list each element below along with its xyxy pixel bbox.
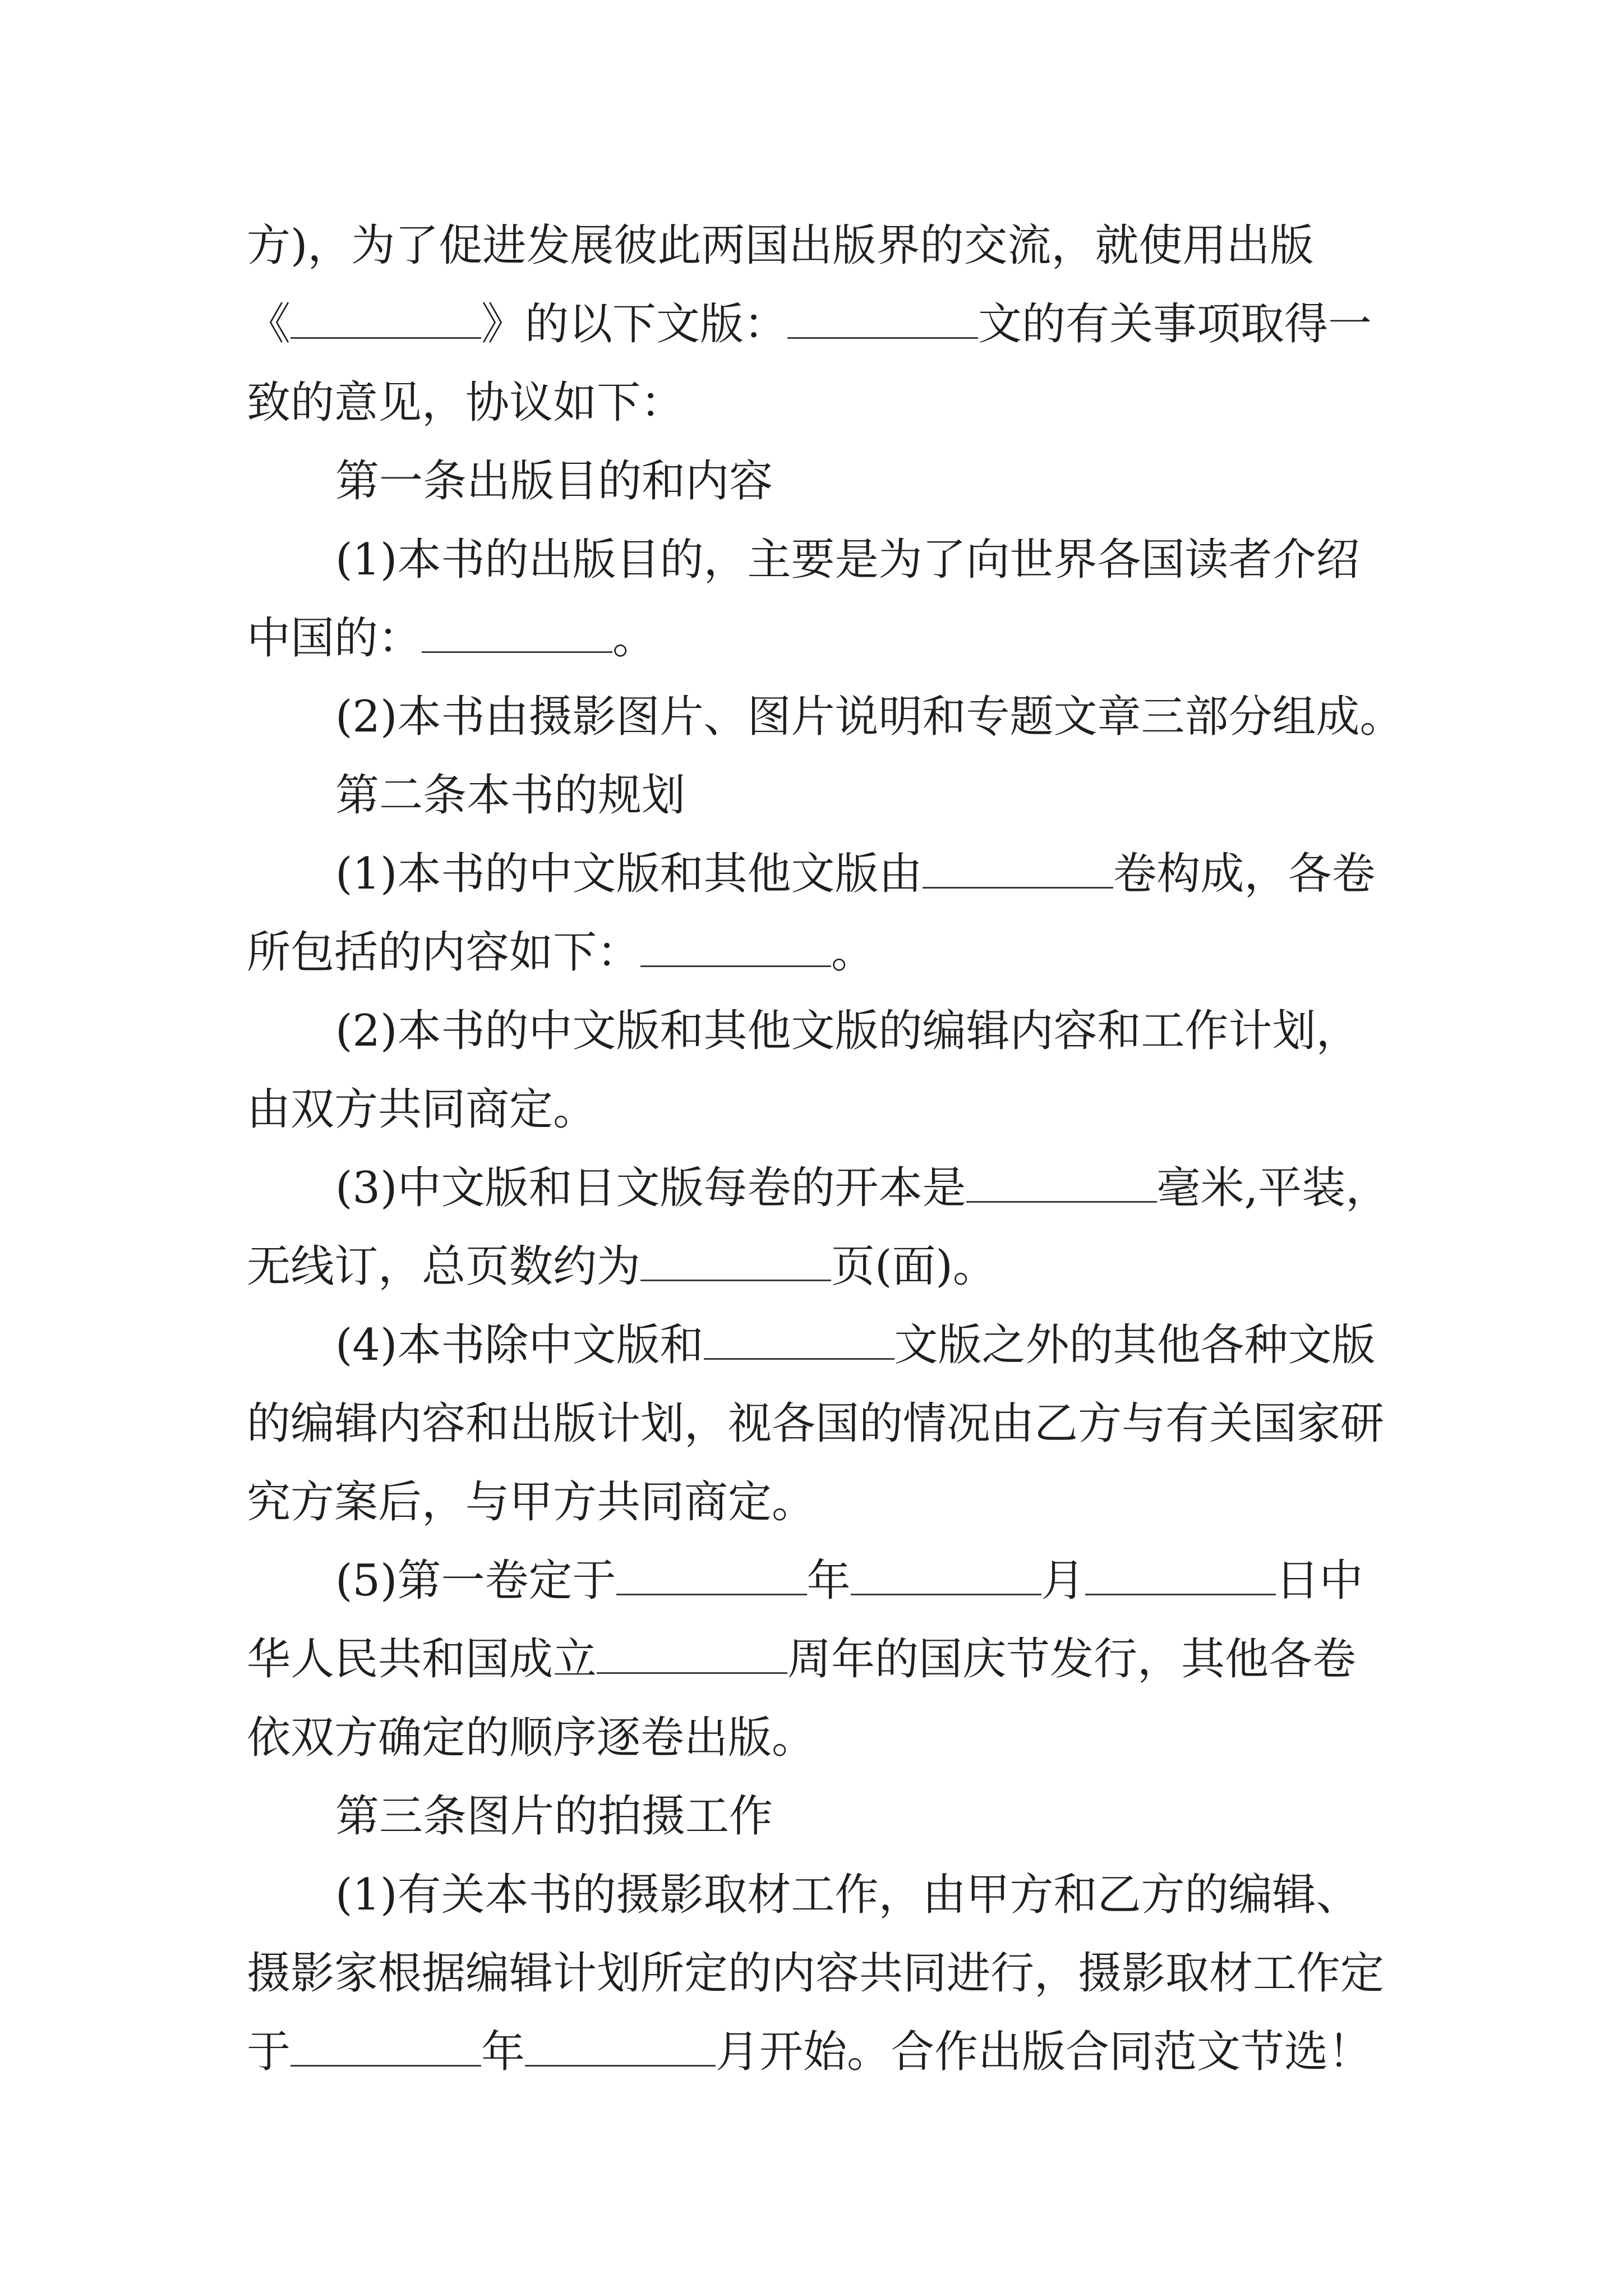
text-line (247, 364, 1374, 442)
text-segment: 年 (481, 2027, 525, 2077)
text-segment: 于 (247, 2027, 291, 2077)
text-segment: (2)本书由摄影图片、图片说明和专题文章三部分组成。 (335, 692, 1404, 742)
text-line (247, 756, 1374, 835)
text-segment: 所包括的内容如下： (247, 927, 641, 978)
text-line (247, 1856, 1374, 1934)
text-line (247, 1777, 1374, 1856)
text-line (247, 1306, 1374, 1384)
text-line (247, 599, 1374, 678)
text-line (247, 521, 1374, 599)
text-segment: 》的以下文版： (481, 299, 788, 349)
text-segment: 第一条出版目的和内容 (335, 456, 773, 507)
fill-in-blank[interactable] (597, 1633, 787, 1674)
text-line (247, 285, 1374, 364)
fill-in-blank[interactable] (616, 1554, 807, 1595)
text-segment: 第三条图片的拍摄工作 (335, 1791, 773, 1842)
text-segment: 年 (806, 1556, 851, 1606)
text-segment: 无线订，总页数约为 (247, 1241, 641, 1292)
text-segment: (1)有关本书的摄影取材工作，由甲方和乙方的编辑、 (335, 1870, 1360, 1920)
text-line (247, 992, 1374, 1070)
text-segment: 月开始。合作出版合同范文节选！ (716, 2027, 1372, 2077)
text-segment: 由双方共同商定。 (247, 1084, 597, 1135)
text-line (247, 206, 1374, 285)
text-line (247, 2013, 1374, 2091)
fill-in-blank[interactable] (704, 1319, 895, 1360)
text-line (247, 1070, 1374, 1149)
text-segment: 周年的国庆节发行，其他各卷 (787, 1634, 1357, 1685)
fill-in-blank[interactable] (640, 1240, 831, 1281)
text-line (247, 678, 1404, 756)
text-segment: 。 (831, 927, 875, 978)
text-segment: (5)第一卷定于 (335, 1556, 616, 1606)
fill-in-blank[interactable] (422, 612, 612, 653)
fill-in-blank[interactable] (1085, 1554, 1276, 1595)
text-segment: 。 (612, 613, 657, 664)
text-segment: 究方案后，与甲方共同商定。 (247, 1477, 816, 1527)
fill-in-blank[interactable] (291, 298, 481, 339)
text-segment: 中国的： (247, 613, 422, 664)
text-segment: 华人民共和国成立 (247, 1634, 597, 1685)
text-segment: 日中 (1275, 1556, 1363, 1606)
text-segment: (2)本书的中文版和其他文版的编辑内容和工作计划， (335, 1006, 1360, 1056)
text-line (247, 442, 1374, 521)
text-segment: 月 (1041, 1556, 1085, 1606)
fill-in-blank[interactable] (923, 848, 1113, 889)
text-line (247, 1620, 1374, 1699)
text-segment: 第二条本书的规划 (335, 770, 686, 821)
text-segment: (1)本书的出版目的，主要是为了向世界各国读者介绍 (335, 535, 1360, 585)
text-line (247, 1149, 1390, 1227)
fill-in-blank[interactable] (787, 298, 978, 339)
text-segment: 毫米,平装， (1156, 1163, 1390, 1213)
text-segment: (3)中文版和日文版每卷的开本是 (335, 1163, 966, 1213)
text-line (247, 1699, 1374, 1777)
text-line (247, 1384, 1385, 1463)
text-line (247, 1227, 1374, 1306)
fill-in-blank[interactable] (291, 2026, 481, 2067)
text-segment: 的编辑内容和出版计划，视各国的情况由乙方与有关国家研 (247, 1398, 1385, 1449)
fill-in-blank[interactable] (525, 2026, 716, 2067)
fill-in-blank[interactable] (966, 1162, 1157, 1203)
text-segment: 方)，为了促进发展彼此两国出版界的交流，就使用出版 (247, 220, 1314, 271)
text-line (247, 1463, 1374, 1542)
text-segment: 卷构成，各卷 (1113, 849, 1376, 899)
text-segment: 摄影家根据编辑计划所定的内容共同进行，摄影取材工作定 (247, 1948, 1385, 1999)
text-segment: (4)本书除中文版和 (335, 1320, 704, 1370)
text-line (247, 1542, 1374, 1620)
text-line (247, 913, 1374, 992)
fill-in-blank[interactable] (640, 926, 831, 967)
text-segment: (1)本书的中文版和其他文版由 (335, 849, 923, 899)
contract-body (247, 206, 1404, 2091)
fill-in-blank[interactable] (851, 1554, 1041, 1595)
text-segment: 依双方确定的顺序逐卷出版。 (247, 1713, 816, 1763)
text-line (247, 1934, 1385, 2013)
text-segment: 文版之外的其他各种文版 (894, 1320, 1376, 1370)
text-line (247, 835, 1374, 913)
text-segment: 页(面)。 (831, 1241, 997, 1292)
text-segment: 文的有关事项取得一 (978, 299, 1372, 349)
text-segment: 《 (247, 299, 291, 349)
text-segment: 致的意见，协议如下： (247, 378, 685, 428)
